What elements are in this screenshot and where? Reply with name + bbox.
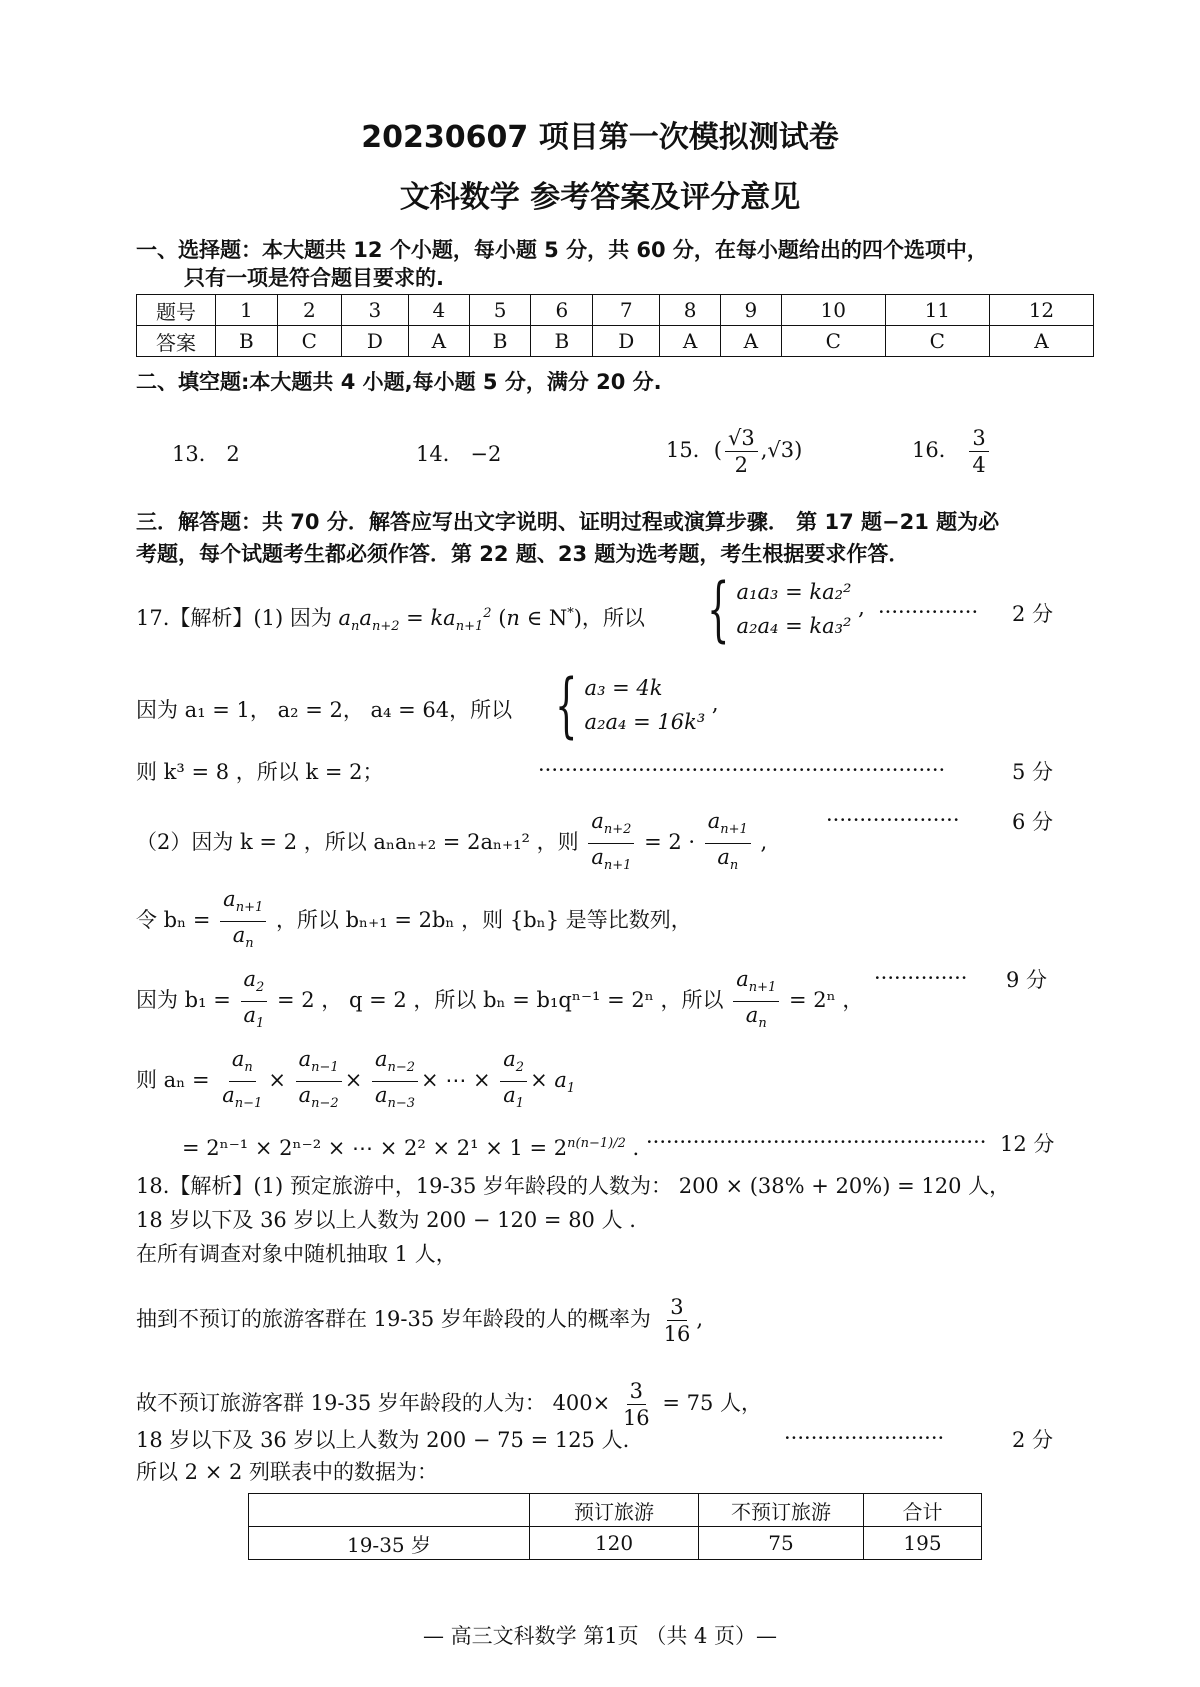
q18-line5-denominator: 16: [622, 1406, 650, 1430]
q17-system1: { a₁a₃ = ka₂² a₂a₄ = ka₃² ,: [707, 568, 865, 650]
page-footer: — 高三文科数学 第1页 （共 4 页）—: [422, 1624, 778, 1648]
q17-line5: 令 bₙ = $\frac{a_{n+1}}{a_n}$ ，所以 bₙ₊₁ = 2bₙ ，则 {bₙ} 是等比数列，: [136, 887, 692, 952]
contingency-header: 不预订旅游: [699, 1494, 864, 1527]
answer-cell: B: [216, 326, 278, 357]
q18-line5-a: 故不预订旅游客群 19-35 岁年龄段的人为： 400×: [136, 1391, 611, 1415]
q17-line4: （2）因为 k = 2 ，所以 aₙaₙ₊₂ = 2aₙ₊₁² ，则 $\frac{a_{n+2}}{a_{n+1}}$ = 2 · $\frac{a_{n+1}}{a_n}$ ,: [136, 809, 768, 874]
q17-line6-b: = 2 ， q = 2 ，所以 bₙ = b₁qⁿ⁻¹ = 2ⁿ ，所以: [277, 988, 724, 1013]
answer-15-numerator: √3: [725, 425, 758, 452]
row-label-number: 题号: [137, 295, 216, 326]
score-dots: ···················································: [646, 1130, 987, 1154]
q17-line1-so: ，所以: [581, 606, 645, 630]
q18-fraction-numerator: 3: [667, 1294, 686, 1321]
contingency-table: [248, 1493, 982, 1560]
answer-16-numerator: 3: [969, 425, 988, 452]
answer-16-denominator: 4: [972, 453, 986, 477]
q17-line6-a: 因为 b₁ =: [136, 988, 231, 1013]
q18-line4: 抽到不预订的旅游客群在 19-35 岁年龄段的人的概率为 $\frac{3}{16}$ ,: [136, 1295, 703, 1346]
q17-line2: 因为 a₁ = 1， a₂ = 2， a₄ = 64，所以: [136, 698, 513, 722]
answer-cell: C: [277, 326, 341, 357]
section1-line1: 一、选择题：本大题共 12 个小题，每小题 5 分，共 60 分，在每小题给出的四个选项中，: [136, 238, 988, 262]
q17-line1-intro: 17.【解析】(1) 因为: [136, 606, 332, 630]
score-dots: ····················: [826, 808, 960, 832]
exam-subtitle: 文科数学 参考答案及评分意见: [399, 180, 801, 215]
answer-15-label: 15．: [666, 438, 714, 462]
answer-cell: A: [721, 326, 782, 357]
q17-system1-eq2: a₂a₄ = ka₃²: [736, 614, 852, 638]
answer-15: 15．( $\frac{√3}{2}$ ,√3): [666, 426, 803, 477]
question-number: 1: [216, 295, 278, 326]
q17-score5: 12 分: [1000, 1132, 1055, 1156]
answer-16-fraction: [969, 425, 988, 478]
contingency-cell: 75: [699, 1527, 864, 1560]
q17-system2: { a₃ = 4k a₂a₄ = 16k³ ,: [555, 664, 719, 746]
question-number: 12: [989, 295, 1093, 326]
answer-14: 14． −2: [416, 442, 502, 466]
q18-line5-numerator: 3: [627, 1378, 646, 1405]
contingency-cell: 120: [530, 1527, 699, 1560]
section3-line1: 三．解答题：共 70 分．解答应写出文字说明、证明过程或演算步骤． 第 17 题−21 题为必: [136, 510, 1000, 534]
q18-score: 2 分: [1012, 1428, 1054, 1452]
question-number: 4: [408, 295, 469, 326]
q17-line6-c: = 2ⁿ ，: [788, 988, 864, 1013]
question-number: 7: [593, 295, 660, 326]
q17-line8-exponent: n(n−1)/2: [567, 1136, 626, 1151]
q18-line1: 18.【解析】(1) 预定旅游中，19-35 岁年龄段的人数为： 200 × (38% + 20%) = 120 人，: [136, 1174, 1011, 1198]
answer-cell: C: [781, 326, 885, 357]
q18-fraction-denominator: 16: [663, 1322, 691, 1346]
question-number: 2: [277, 295, 341, 326]
q17-score1: 2 分: [1012, 602, 1054, 626]
q17-system2-eq2: a₂a₄ = 16k³: [584, 710, 706, 734]
q17-line5-a: 令 bₙ =: [136, 908, 211, 933]
question-number: 3: [341, 295, 408, 326]
q18-line3: 在所有调查对象中随机抽取 1 人，: [136, 1242, 457, 1266]
contingency-header: [249, 1494, 530, 1527]
answer-table-answer-row: [137, 326, 1094, 357]
q17-line8-text: = 2ⁿ⁻¹ × 2ⁿ⁻² × ⋯ × 2² × 2¹ × 1 = 2: [182, 1136, 568, 1160]
question-number: 8: [660, 295, 721, 326]
q17-line7: 则 aₙ = $\frac{a_n}{a_{n-1}}$ × $\frac{a_{n-1}}{a_{n-2}}$ × $\frac{a_{n-2}}{a_{n-3}}$ × ⋯ × $\frac{a_2}{a_1}$ × $a_1$: [136, 1047, 576, 1112]
question-number: 6: [531, 295, 593, 326]
contingency-header: 预订旅游: [530, 1494, 699, 1527]
answer-cell: D: [593, 326, 660, 357]
answer-cell: C: [885, 326, 989, 357]
answer-cell: A: [408, 326, 469, 357]
answer-cell: B: [531, 326, 593, 357]
answer-cell: B: [469, 326, 531, 357]
score-dots: ··············: [874, 966, 968, 990]
q18-line5-b: = 75 人，: [662, 1391, 763, 1415]
answer-13: 13． 2: [172, 442, 240, 466]
answer-15-fraction: [725, 425, 758, 478]
answer-table: [136, 294, 1094, 357]
answer-16: [912, 418, 992, 482]
section2-heading: 二、填空题:本大题共 4 小题,每小题 5 分，满分 20 分.: [136, 370, 662, 394]
exam-title: 20230607 项目第一次模拟测试卷: [361, 120, 839, 155]
row-label-answer: 答案: [137, 326, 216, 357]
q18-line4-text: 抽到不预订的旅游客群在 19-35 岁年龄段的人的概率为: [136, 1307, 651, 1331]
q17-line5-b: ，所以 bₙ₊₁ = 2bₙ ，则 {bₙ} 是等比数列，: [275, 908, 692, 933]
q17-score2: 5 分: [1012, 760, 1054, 784]
q17-line7-a: 则 aₙ =: [136, 1068, 210, 1093]
q17-line8: = 2ⁿ⁻¹ × 2ⁿ⁻² × ⋯ × $2^2 \times 2^1 \times 1 = 2^{n(n-1)/2}$ .: [182, 1136, 640, 1160]
q17-system2-eq1: a₃ = 4k: [584, 676, 663, 700]
q17-line4-text: （2）因为 k = 2 ，所以 aₙaₙ₊₂ = 2aₙ₊₁² ，则: [136, 830, 579, 855]
q18-line2: 18 岁以下及 36 岁以上人数为 200 − 120 = 80 人 .: [136, 1208, 636, 1232]
score-dots: ·····························································: [538, 758, 946, 782]
q18-line7: 所以 2 × 2 列联表中的数据为：: [136, 1460, 439, 1484]
score-dots: ···············: [878, 600, 979, 624]
answer-cell: A: [660, 326, 721, 357]
contingency-row: [249, 1527, 982, 1560]
section3-line2: 考题，每个试题考生都必须作答．第 22 题、23 题为选考题，考生根据要求作答．: [136, 542, 910, 566]
q17-system1-eq1: a₁a₃ = ka₂²: [736, 580, 852, 604]
question-number: 11: [885, 295, 989, 326]
answer-cell: A: [989, 326, 1093, 357]
question-number: 10: [781, 295, 885, 326]
question-number: 5: [469, 295, 531, 326]
contingency-header: 合计: [864, 1494, 982, 1527]
q17-line3: 则 k³ = 8 ，所以 k = 2；: [136, 760, 384, 784]
question-number: 9: [721, 295, 782, 326]
contingency-cell: 195: [864, 1527, 982, 1560]
answer-cell: D: [341, 326, 408, 357]
section1-line2: 只有一项是符合题目要求的.: [184, 266, 444, 290]
q17-line6: 因为 b₁ = $\frac{a_2}{a_1}$ = 2 ， q = 2 ，所以 bₙ = b₁qⁿ⁻¹ = 2ⁿ ，所以 $\frac{a_{n+1}}{a_n}$ = 2ⁿ ，: [136, 967, 864, 1032]
score-dots: ························: [784, 1426, 945, 1450]
q18-line6: 18 岁以下及 36 岁以上人数为 200 − 75 = 125 人.: [136, 1428, 630, 1452]
contingency-cell: 19-35 岁: [249, 1527, 530, 1560]
answer-15-tail: √3): [767, 438, 803, 462]
q17-score3: 6 分: [1012, 810, 1054, 834]
answer-table-number-row: [137, 295, 1094, 326]
q17-line1: 17.【解析】(1) 因为 $a_na_{n+2} = ka_{n+1}^2$ (n ∈ N*)，所以: [136, 606, 645, 635]
answer-15-denominator: 2: [734, 453, 748, 477]
contingency-header-row: [249, 1494, 982, 1527]
q18-line5: [136, 1378, 762, 1431]
q17-score4: 9 分: [1006, 968, 1048, 992]
answer-16-label: 16．: [912, 438, 960, 462]
